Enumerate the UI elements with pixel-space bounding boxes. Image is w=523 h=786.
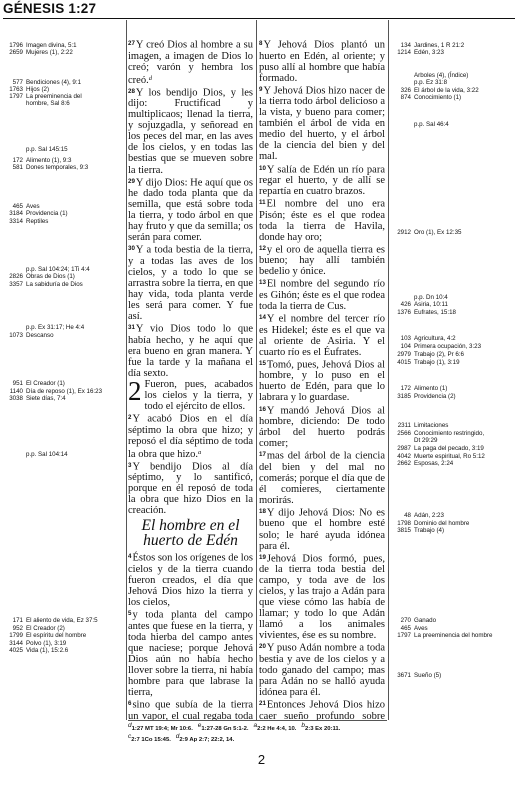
ref-number: 2311 bbox=[397, 422, 411, 429]
ref-topic: La sabiduría de Dios bbox=[26, 281, 83, 288]
running-head: GÉNESIS 1:27 bbox=[3, 1, 97, 16]
verse-2-16: $^{16}$Y mandó Jehová Dios al hombre, diciendo: De todo árbol del huerto podrás comer; bbox=[259, 405, 385, 450]
ref-topic: Ganado bbox=[414, 617, 437, 624]
ref-topic: Reptiles bbox=[26, 218, 49, 225]
verse-2-13: $^{13}$El nombre del segundo río es Gihón; éste es el que rodea toda la tierra de Cus. bbox=[259, 278, 385, 313]
ref-number: 874 bbox=[400, 94, 411, 101]
ref-topic: Limitaciones bbox=[414, 422, 449, 429]
ref-number: 1796 bbox=[9, 42, 23, 49]
ref-number: 581 bbox=[12, 164, 23, 171]
right-ref-entry bbox=[391, 632, 492, 639]
ref-number: 326 bbox=[400, 87, 411, 94]
verse-1-31: $^{31}$Y vio Dios todo lo que había hecho, y he aquí que era bueno en gran manera. Y fue la tarde y la mañana el día sexto. bbox=[128, 323, 253, 379]
footnote-rule bbox=[128, 720, 387, 721]
ref-topic: p.p. Sal 46:4 bbox=[414, 121, 449, 128]
footnotes bbox=[128, 722, 388, 744]
ref-topic: La preeminencia del bbox=[26, 93, 82, 100]
verse-2-10: $^{10}$Y salía de Edén un río para regar el huerto, y de allí se repartía en cuatro brazos. bbox=[259, 164, 385, 198]
ref-topic: Oro (1), Ex 12:35 bbox=[414, 229, 462, 236]
ref-number: 1140 bbox=[9, 388, 23, 395]
ref-number: 4015 bbox=[397, 359, 411, 366]
right-ref-entry bbox=[391, 359, 460, 366]
ref-topic: Hijos (2) bbox=[26, 86, 50, 93]
ref-number: 465 bbox=[12, 203, 23, 210]
ref-number: 2987 bbox=[397, 445, 411, 452]
verse-1-30: $^{30}$Y a toda bestia de la tierra, y a todas las aves de los cielos, y a todo lo que se arrastra sobre la tierra, en que hay vida, toda planta verde les será para comer. Y fue así. bbox=[128, 244, 253, 323]
ref-topic: Alimento (1) bbox=[414, 385, 448, 392]
ref-number: 2566 bbox=[397, 430, 411, 437]
ref-number: 3185 bbox=[397, 393, 411, 400]
ref-topic: Mujeres (1), 2:22 bbox=[26, 49, 73, 56]
ref-number: 171 bbox=[12, 617, 23, 624]
verse-2-20: $^{20}$Y puso Adán nombre a toda bestia y ave de los cielos y a todo ganado del campo; mas para Adán no se halló ayuda idónea para él. bbox=[259, 642, 385, 699]
ref-number: 426 bbox=[400, 301, 411, 308]
ref-topic: Eufrates, 15:18 bbox=[414, 309, 456, 316]
ref-topic: El Creador (1) bbox=[26, 380, 65, 387]
verse-2-2: $^2$Y acabó Dios en el día séptimo la obra que hizo; y reposó el día séptimo de toda la obra que hizo.$^a$ bbox=[128, 413, 253, 460]
ref-topic: Conocimiento (1) bbox=[414, 94, 462, 101]
left-ref-entry bbox=[3, 632, 86, 639]
ref-topic: Alimento (1), 9:3 bbox=[26, 157, 72, 164]
ref-number: 2662 bbox=[397, 460, 411, 467]
ref-topic: Dones temporales, 9:3 bbox=[26, 164, 89, 171]
left-ref-entry bbox=[3, 210, 68, 217]
ref-number: 3671 bbox=[397, 672, 411, 679]
left-ref-entry bbox=[3, 281, 83, 288]
ref-topic: La preeminencia del hombre bbox=[414, 632, 493, 639]
right-ref-entry bbox=[391, 445, 484, 452]
verse-2-14: $^{14}$Y el nombre del tercer río es Hidekel; éste es el que va al oriente de Asiria. Y el cuarto río es el Éufrates. bbox=[259, 313, 385, 358]
ref-topic: El árbol de la vida, 3:22 bbox=[414, 87, 479, 94]
ref-topic: p.p. Sal 104:14 bbox=[26, 451, 68, 458]
left-ref-entry bbox=[3, 100, 70, 107]
ref-topic: El aliento de vida, Ez 37:5 bbox=[26, 617, 98, 624]
header-rule bbox=[3, 18, 515, 19]
ref-number: 2912 bbox=[397, 229, 411, 236]
ref-topic: Dt 29:29 bbox=[414, 437, 438, 444]
ref-topic: Providencia (2) bbox=[414, 393, 456, 400]
ref-number: 270 bbox=[400, 617, 411, 624]
text-column-2 bbox=[259, 38, 385, 720]
verse-2-3: $^3$Y bendijo Dios al día séptimo, y lo santificó, porque en él reposó de toda la obra que hizo Dios en la creación. bbox=[128, 461, 253, 517]
ref-number: 577 bbox=[12, 79, 23, 86]
ref-topic: Dominio del hombre bbox=[414, 520, 470, 527]
section-heading: El hombre en el huerto de Edén bbox=[141, 517, 240, 550]
ref-number: 1797 bbox=[397, 632, 411, 639]
chapter-number: 2 bbox=[128, 375, 142, 406]
right-ref-entry bbox=[391, 460, 453, 467]
ref-topic: hombre, Sal 8:6 bbox=[26, 100, 70, 107]
text-column-1 bbox=[128, 38, 253, 720]
left-ref-entry bbox=[3, 218, 48, 225]
ref-number: 3815 bbox=[397, 527, 411, 534]
ref-number: 3184 bbox=[9, 210, 23, 217]
verse-2-4: $^4$Éstos son los orígenes de los cielos y de la tierra cuando fueron creados, el día que Jehová Dios hizo la tierra y los cielos, bbox=[128, 552, 253, 609]
ref-number: 1799 bbox=[9, 632, 23, 639]
ref-topic: p.p. Sal 145:15 bbox=[26, 146, 68, 153]
ref-topic: Polvo (1), 3:19 bbox=[26, 640, 67, 647]
left-ref-entry bbox=[3, 451, 68, 458]
ref-number: 172 bbox=[400, 385, 411, 392]
left-ref-entry bbox=[3, 49, 73, 56]
verse-2-12: $^{12}$y el oro de aquella tierra es bueno; hay allí también bedelio y ónice. bbox=[259, 244, 385, 278]
right-ref-entry bbox=[391, 229, 461, 236]
left-ref-entry bbox=[3, 380, 65, 387]
ref-topic: p.p. Ez 31:8 bbox=[414, 79, 448, 86]
column-divider-right bbox=[388, 20, 389, 720]
ref-topic: Día de reposo (1), Ex 16:23 bbox=[26, 388, 103, 395]
right-ref-entry bbox=[391, 672, 441, 679]
ref-number: 103 bbox=[400, 335, 411, 342]
ref-number: 951 bbox=[12, 380, 23, 387]
verse-1-27: $^{27}$Y creó Dios al hombre a su imagen, a imagen de Dios lo creó; varón y hembra los creó.$^d$ bbox=[128, 39, 253, 86]
left-ref-entry bbox=[3, 647, 68, 654]
ref-topic: La paga del pecado, 3:19 bbox=[414, 445, 484, 452]
right-ref-entry bbox=[391, 527, 444, 534]
column-divider-center bbox=[256, 20, 257, 720]
column-divider-left bbox=[126, 20, 127, 720]
ref-number: 1214 bbox=[397, 49, 411, 56]
verse-2-6: $^6$sino que subía de la tierra un vapor, el cual regaba toda bbox=[128, 699, 253, 720]
ref-topic: p.p. Sal 104:24; 1Ti 4:4 bbox=[26, 266, 90, 273]
footnote-line-2: c2:7 1Co 15:45. d2:9 Ap 2:7; 22:2, 14. bbox=[128, 733, 235, 743]
left-ref-entry bbox=[3, 617, 98, 624]
right-ref-entry bbox=[391, 343, 481, 350]
ref-topic: Aves bbox=[414, 625, 428, 632]
ref-topic: Primera ocupación, 3:23 bbox=[414, 343, 482, 350]
verse-2-15: $^{15}$Tomó, pues, Jehová Dios al hombre, y lo puso en el huerto de Edén, para que lo labrara y lo guardase. bbox=[259, 359, 385, 404]
right-ref-entry bbox=[391, 512, 444, 519]
left-ref-entry bbox=[3, 146, 68, 153]
right-reference-column bbox=[391, 42, 521, 720]
right-ref-entry bbox=[391, 617, 436, 624]
ref-number: 4025 bbox=[9, 647, 23, 654]
left-ref-entry bbox=[3, 164, 88, 171]
right-ref-entry bbox=[391, 437, 437, 444]
right-ref-entry bbox=[391, 422, 448, 429]
right-ref-entry bbox=[391, 49, 444, 56]
ref-topic: p.p. Dn 10:4 bbox=[414, 294, 448, 301]
right-ref-entry bbox=[391, 94, 461, 101]
ref-number: 1073 bbox=[9, 332, 23, 339]
footnote-line-1: d1:27 MT 19:4; Mr 10:6. e1:27-28 Gn 5:1-2. a2:2 He 4:4, 10. b2:3 Ex 20:11. bbox=[128, 722, 341, 732]
left-ref-entry bbox=[3, 332, 54, 339]
left-reference-column bbox=[3, 42, 125, 720]
ref-topic: Descanso bbox=[26, 332, 54, 339]
ref-number: 3314 bbox=[9, 218, 23, 225]
ref-number: 2979 bbox=[397, 351, 411, 358]
right-ref-entry bbox=[391, 79, 447, 86]
ref-topic: p.p. Ex 31:17; He 4:4 bbox=[26, 324, 85, 331]
page-number: 2 bbox=[257, 752, 266, 767]
ref-number: 134 bbox=[400, 42, 411, 49]
ref-number: 172 bbox=[12, 157, 23, 164]
ref-number: 3038 bbox=[9, 395, 23, 402]
verse-1-29: $^{29}$Y dijo Dios: He aquí que os he dado toda planta que da semilla, que está sobre toda la tierra, y todo árbol en que hay fruto y que da semilla; os serán para comer. bbox=[128, 177, 253, 244]
left-ref-entry bbox=[3, 273, 75, 280]
right-ref-entry bbox=[391, 335, 456, 342]
right-ref-entry bbox=[391, 121, 449, 128]
right-ref-entry bbox=[391, 301, 448, 308]
ref-number: 104 bbox=[400, 343, 411, 350]
ref-topic: Trabajo (2), Pr 6:6 bbox=[414, 351, 464, 358]
verse-2-5: $^5$y toda planta del campo antes que fuese en la tierra, y toda hierba del campo antes que naciese; porque Jehová Dios aún no había hecho llover sobre la tierra, ni había hombre para que labrase la tierra, bbox=[128, 609, 253, 699]
ref-topic: Agricultura, 4:2 bbox=[414, 335, 456, 342]
ref-topic: Asiria, 10:11 bbox=[414, 301, 448, 308]
verse-2-21: $^{21}$Entonces Jehová Dios hizo caer sueño profundo sobre bbox=[259, 699, 385, 720]
ref-topic: Esposas, 2:24 bbox=[414, 460, 454, 467]
right-ref-entry bbox=[391, 351, 464, 358]
ref-topic: Edén, 3:23 bbox=[414, 49, 444, 56]
ref-number: 3144 bbox=[9, 640, 23, 647]
ref-topic: El Creador (2) bbox=[26, 625, 65, 632]
ref-number: 1797 bbox=[9, 93, 23, 100]
verse-2-9: $^9$Y Jehová Dios hizo nacer de la tierra todo árbol delicioso a la vista, y bueno para comer; también el árbol de vida en medio del huerto, y el árbol de la ciencia del bien y del mal. bbox=[259, 85, 385, 163]
verse-2-17: $^{17}$mas del árbol de la ciencia del bien y del mal no comerás; porque el día que de él comieres, ciertamente morirás. bbox=[259, 450, 385, 506]
ref-number: 4042 bbox=[397, 453, 411, 460]
verse-2-11: $^{11}$El nombre del uno era Pisón; éste es el que rodea toda la tierra de Havila, donde hay oro; bbox=[259, 198, 385, 243]
verse-2-1: 2 Fueron, pues, acabados los cielos y la tierra, y todo el ejército de ellos. bbox=[128, 375, 253, 412]
verse-2-8: $^8$Y Jehová Dios plantó un huerto en Edén, al oriente; y puso allí al hombre que había formado. bbox=[259, 39, 385, 84]
ref-topic: Obras de Dios (1) bbox=[26, 273, 75, 280]
right-ref-entry bbox=[391, 309, 456, 316]
left-ref-entry bbox=[3, 324, 84, 331]
right-ref-entry bbox=[391, 385, 447, 392]
ref-topic: Trabajo (1), 3:19 bbox=[414, 359, 460, 366]
ref-topic: Vida (1), 15:2.6 bbox=[26, 647, 69, 654]
left-ref-entry bbox=[3, 395, 66, 402]
ref-number: 1763 bbox=[9, 86, 23, 93]
verse-1-28: $^{28}$Y los bendijo Dios, y les dijo: Fructificad y multiplicaos; llenad la tierra, y sojuzgadla, y señoread en los peces del mar, en las aves de los cielos, y en todas las bestias que se mueven sobre la tierra. bbox=[128, 87, 253, 176]
ref-topic: Conocimiento restringido, bbox=[414, 430, 485, 437]
ref-topic: Bendiciones (4), 9:1 bbox=[26, 79, 82, 86]
verse-2-19: $^{19}$Jehová Dios formó, pues, de la tierra toda bestia del campo, y toda ave de los cielos, y las trajo a Adán para que viese cómo las había de llamar; y todo lo que Adán llamó a los animales vivientes, ése es su nombre. bbox=[259, 553, 385, 642]
ref-topic: Arboles (4), (Índice) bbox=[414, 72, 469, 79]
ref-topic: El espíritu del hombre bbox=[26, 632, 87, 639]
ref-number: 465 bbox=[400, 625, 411, 632]
ref-topic: Jardines, 1 R 21:2 bbox=[414, 42, 465, 49]
ref-topic: Sueño (5) bbox=[414, 672, 442, 679]
ref-number: 3357 bbox=[9, 281, 23, 288]
ref-number: 2659 bbox=[9, 49, 23, 56]
right-ref-entry bbox=[391, 393, 456, 400]
ref-number: 1798 bbox=[397, 520, 411, 527]
ref-topic: Providencia (1) bbox=[26, 210, 68, 217]
ref-number: 2826 bbox=[9, 273, 23, 280]
verse-2-18: $^{18}$Y dijo Jehová Dios: No es bueno que el hombre esté solo; le haré ayuda idónea para él. bbox=[259, 507, 385, 552]
ref-number: 952 bbox=[12, 625, 23, 632]
ref-topic: Aves bbox=[26, 203, 40, 210]
ref-number: 48 bbox=[404, 512, 411, 519]
ref-topic: Imagen divina, 5:1 bbox=[26, 42, 77, 49]
ref-topic: Siete días, 7:4 bbox=[26, 395, 66, 402]
ref-topic: Muerte espiritual, Ro 5:12 bbox=[414, 453, 485, 460]
ref-topic: Trabajo (4) bbox=[414, 527, 445, 534]
ref-topic: Adán, 2:23 bbox=[414, 512, 444, 519]
ref-number: 1376 bbox=[397, 309, 411, 316]
